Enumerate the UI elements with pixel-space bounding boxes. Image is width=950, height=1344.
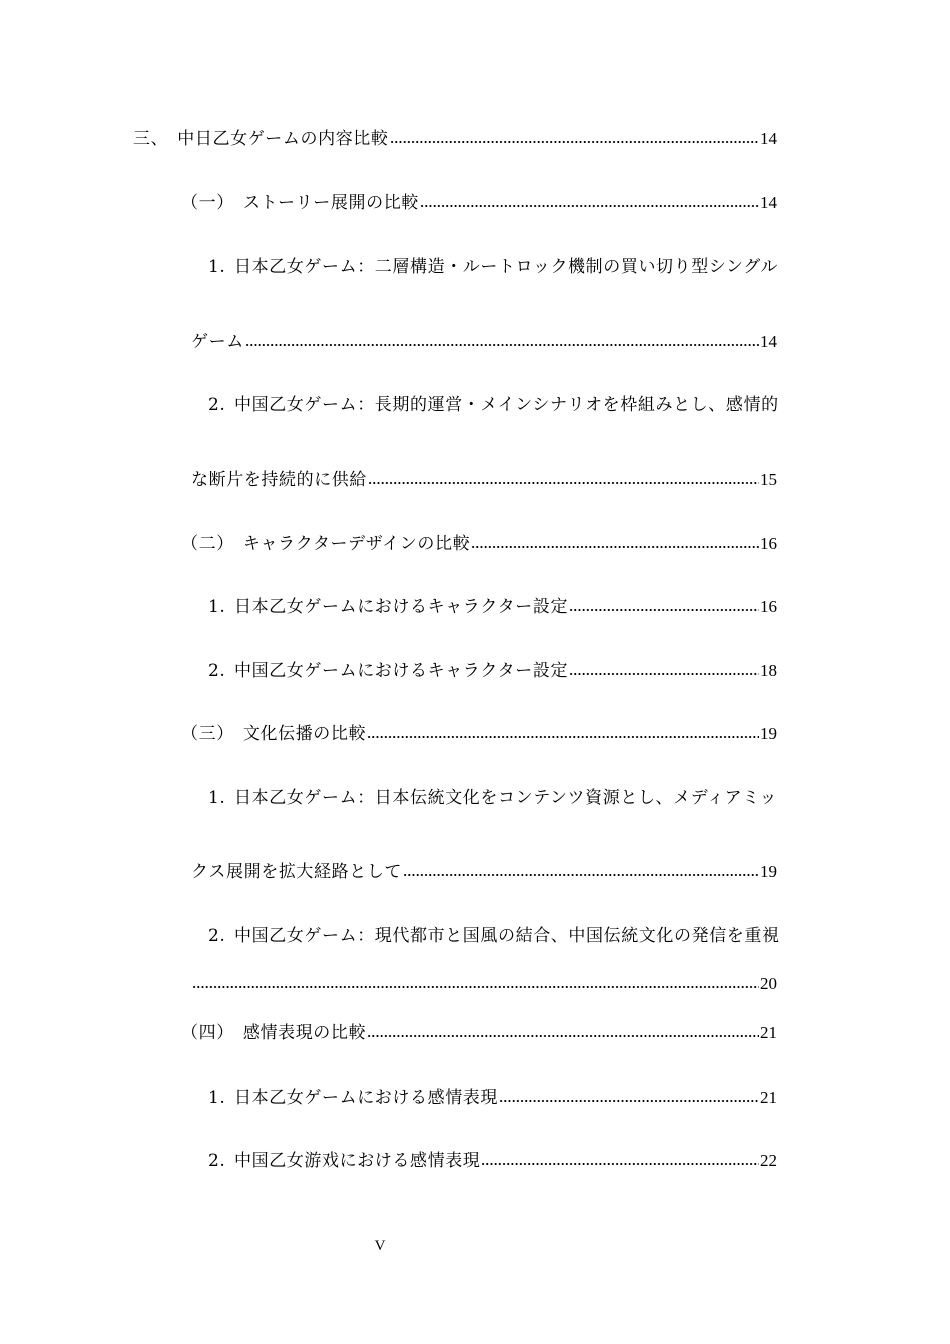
toc-entry-item-first-line[interactable] — [208, 256, 778, 278]
toc-page-number: 14 — [760, 332, 777, 351]
toc-page-number: 21 — [760, 1088, 777, 1107]
toc-item-number: 1. — [208, 1088, 226, 1108]
toc-entry-label: （二） キャラクターデザインの比較 — [181, 534, 471, 554]
toc-item-number: 2. — [208, 926, 226, 946]
toc-entry-subsection-4[interactable] — [181, 1022, 777, 1044]
dot-leader — [481, 1161, 759, 1167]
toc-entry-label: 日本乙女ゲームにおける感情表現 — [234, 1088, 498, 1108]
toc-entry-subsection-2[interactable] — [181, 533, 777, 555]
dot-leader — [499, 1098, 759, 1104]
toc-entry-label: 中国乙女游戏における感情表現 — [234, 1151, 481, 1171]
toc-page-number: 15 — [760, 470, 777, 489]
toc-page-number: 18 — [760, 661, 777, 680]
dot-leader — [245, 342, 759, 348]
toc-entry-label: 日本乙女ゲームにおけるキャラクター設定 — [234, 597, 569, 617]
toc-entry-text — [208, 596, 568, 618]
dot-leader — [367, 734, 759, 740]
toc-entry-label-continuation: クス展開を拡大経路として — [191, 862, 403, 882]
toc-entry-item-first-line[interactable] — [208, 787, 777, 809]
toc-entry-item[interactable] — [208, 596, 777, 618]
toc-page-number: 22 — [760, 1151, 777, 1170]
toc-entry-label: 日本乙女ゲーム：二層構造・ルートロック機制の買い切り型シングル — [234, 257, 778, 277]
toc-entry-label: 日本乙女ゲーム：日本伝統文化をコンテンツ資源とし、メディアミッ — [234, 788, 778, 808]
toc-entry-text — [208, 1150, 480, 1172]
toc-item-number: 1. — [208, 788, 226, 808]
toc-entry-item-continuation[interactable] — [191, 469, 777, 491]
toc-entry-label: 中国乙女ゲーム：長期的運営・メインシナリオを枠組みとし、感情的 — [234, 395, 779, 415]
toc-item-number: 1. — [208, 257, 226, 277]
toc-item-number: 1. — [208, 597, 226, 617]
toc-entry-label: （四） 感情表現の比較 — [181, 1023, 367, 1043]
dot-leader — [420, 203, 759, 209]
toc-page-number: 19 — [760, 724, 777, 743]
toc-entry-item-continuation[interactable] — [191, 331, 777, 353]
toc-page-number: 21 — [760, 1023, 777, 1042]
dot-leader — [367, 1033, 759, 1039]
dot-leader — [569, 671, 759, 677]
toc-entry-label: 中国乙女ゲームにおけるキャラクター設定 — [234, 661, 569, 681]
toc-entry-subsection-3[interactable] — [181, 723, 777, 745]
toc-page-number: 14 — [760, 129, 777, 148]
toc-entry-label: （一） ストーリー展開の比較 — [181, 193, 419, 213]
toc-entry-label: （三） 文化伝播の比較 — [181, 724, 367, 744]
dot-leader — [403, 872, 759, 878]
toc-page-number: 20 — [760, 974, 777, 993]
toc-entry-item-continuation[interactable] — [191, 861, 777, 883]
toc-page-number: 16 — [760, 597, 777, 616]
toc-item-number: 2. — [208, 661, 226, 681]
toc-entry-text — [208, 1087, 498, 1109]
toc-entry-text — [208, 660, 568, 682]
toc-page-number: 16 — [760, 534, 777, 553]
toc-entry-item-first-line[interactable] — [208, 925, 780, 947]
toc-entry-label: 三、 中日乙女ゲームの内容比較 — [133, 129, 389, 149]
toc-entry-item[interactable] — [208, 660, 777, 682]
dot-leader — [471, 544, 759, 550]
toc-entry-item-continuation[interactable] — [191, 973, 777, 995]
toc-entry-label-continuation: ゲーム — [191, 332, 244, 352]
footer-page-number: V — [374, 1238, 386, 1254]
dot-leader — [368, 480, 759, 486]
toc-entry-section-3[interactable] — [133, 128, 777, 150]
toc-page-number: 19 — [760, 862, 777, 881]
toc-entry-label-continuation: な断片を持続的に供給 — [191, 470, 367, 490]
toc-entry-item[interactable] — [208, 1087, 777, 1109]
toc-entry-subsection-1[interactable] — [181, 192, 777, 214]
toc-item-number: 2. — [208, 395, 226, 415]
toc-item-number: 2. — [208, 1151, 226, 1171]
toc-entry-label: 中国乙女ゲーム：現代都市と国風の結合、中国伝統文化の発信を重視 — [234, 926, 780, 946]
toc-entry-item-first-line[interactable] — [208, 394, 779, 416]
toc-page-number: 14 — [760, 193, 777, 212]
dot-leader — [569, 607, 759, 613]
toc-entry-item[interactable] — [208, 1150, 777, 1172]
dot-leader — [192, 984, 759, 990]
dot-leader — [390, 139, 760, 145]
